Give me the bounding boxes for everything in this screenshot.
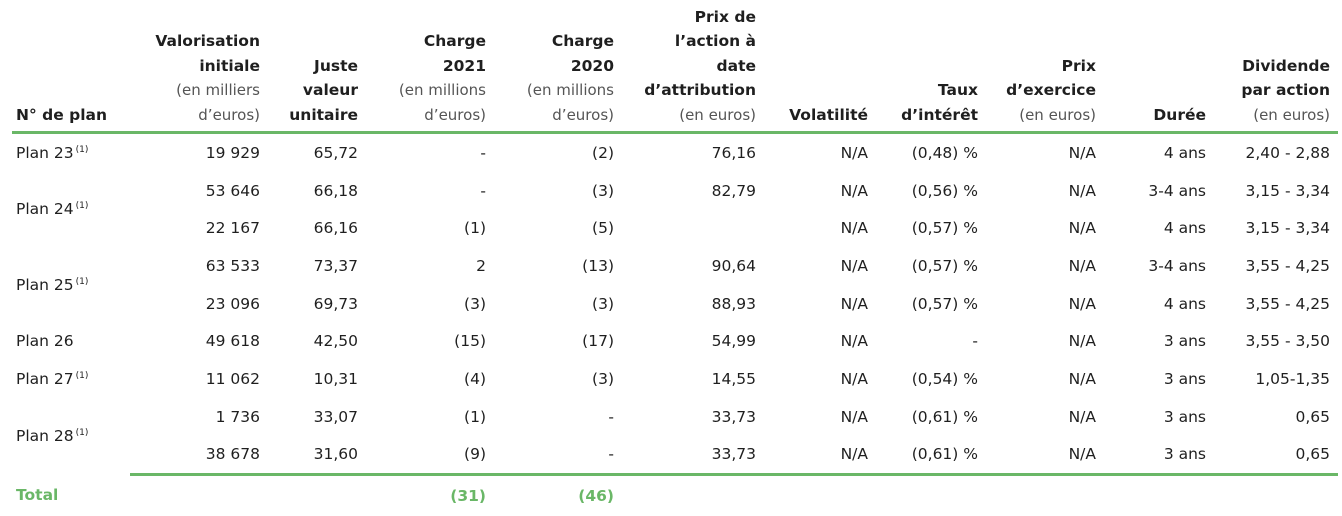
cell-taux: (0,57) % <box>911 219 978 238</box>
cell-charge-2021: - <box>480 181 486 200</box>
total-empty <box>622 475 764 516</box>
total-juste-valeur <box>268 475 366 516</box>
cell-charge-2021: (1) <box>464 407 486 426</box>
cell-volatilite: N/A <box>840 294 868 313</box>
cell-valorisation: 49 618 <box>205 332 260 351</box>
total-empty <box>876 475 986 516</box>
cell-duree: 3 ans <box>1163 407 1206 426</box>
footnote-mark: (1) <box>75 370 89 381</box>
cell-charge-2020: (3) <box>592 181 614 200</box>
cell-duree: 4 ans <box>1163 143 1206 162</box>
header-row <box>12 0 1338 133</box>
cell-prix-action: 82,79 <box>711 181 756 200</box>
footnote-mark: (1) <box>75 144 89 155</box>
cell-prix-action: 54,99 <box>711 332 756 351</box>
cell-juste-valeur: 69,73 <box>313 294 358 313</box>
cell-taux: - <box>972 332 978 351</box>
cell-volatilite: N/A <box>764 436 876 475</box>
table-row <box>12 398 1338 436</box>
cell-juste-valeur: 31,60 <box>268 436 366 475</box>
stock-plans-table <box>12 0 1338 516</box>
table-row <box>12 436 1338 475</box>
total-row <box>12 475 1338 516</box>
cell-charge-2020: (13) <box>582 256 614 275</box>
header-charge-2021: Charge 2021 (en millions d’euros) <box>366 0 494 133</box>
cell-taux: (0,61) % <box>876 436 986 475</box>
cell-dividende: 3,55 - 4,25 <box>1245 256 1330 275</box>
total-charge-2021: (31) <box>450 487 486 506</box>
cell-duree: 3 ans <box>1163 332 1206 351</box>
cell-taux: (0,57) % <box>911 256 978 275</box>
header-valorisation: Valorisation initiale (en milliers d’euros) <box>130 0 268 133</box>
cell-valorisation: 19 929 <box>205 143 260 162</box>
footnote-mark: (1) <box>75 276 89 287</box>
cell-valorisation: 23 096 <box>205 294 260 313</box>
header-dividende: Dividende par action (en euros) <box>1214 0 1338 133</box>
cell-dividende: 2,40 - 2,88 <box>1245 143 1330 162</box>
cell-duree: 3-4 ans <box>1148 181 1206 200</box>
cell-charge-2021: - <box>480 143 486 162</box>
header-plan: N° de plan <box>12 0 130 133</box>
cell-valorisation: 1 736 <box>215 407 260 426</box>
cell-prix-exercice: N/A <box>1068 407 1096 426</box>
total-empty <box>1104 475 1214 516</box>
cell-prix-exercice: N/A <box>1068 294 1096 313</box>
table-row <box>12 209 1338 247</box>
cell-valorisation: 11 062 <box>205 369 260 388</box>
cell-taux: (0,57) % <box>911 294 978 313</box>
cell-prix-exercice: N/A <box>1068 332 1096 351</box>
table-row <box>12 247 1338 285</box>
plan-name: Plan 27 $^{(1)}$ <box>16 369 89 388</box>
cell-juste-valeur: 65,72 <box>313 143 358 162</box>
table-row <box>12 172 1338 210</box>
cell-dividende: 0,65 <box>1295 407 1330 426</box>
cell-prix-action: 14,55 <box>711 369 756 388</box>
plan-name: Plan 24 $^{(1)}$ <box>16 200 89 219</box>
plan-name: Plan 23 $^{(1)}$ <box>16 143 89 162</box>
cell-prix-action: 90,64 <box>711 256 756 275</box>
cell-prix-exercice: N/A <box>986 436 1104 475</box>
cell-duree: 4 ans <box>1163 294 1206 313</box>
cell-charge-2021: (15) <box>454 332 486 351</box>
cell-prix-exercice: N/A <box>1068 369 1096 388</box>
header-duree: Durée <box>1104 0 1214 133</box>
cell-prix-exercice: N/A <box>1068 181 1096 200</box>
cell-charge-2020: (5) <box>592 219 614 238</box>
cell-charge-2021: (3) <box>464 294 486 313</box>
header-taux: Taux d’intérêt <box>876 0 986 133</box>
cell-volatilite: N/A <box>840 181 868 200</box>
cell-volatilite: N/A <box>840 219 868 238</box>
cell-juste-valeur: 33,07 <box>313 407 358 426</box>
cell-dividende: 1,05-1,35 <box>1255 369 1330 388</box>
cell-duree: 4 ans <box>1163 219 1206 238</box>
cell-prix-exercice: N/A <box>1068 143 1096 162</box>
cell-prix-action: 33,73 <box>622 436 764 475</box>
cell-volatilite: N/A <box>840 369 868 388</box>
total-label: Total <box>16 486 59 505</box>
cell-juste-valeur: 10,31 <box>313 369 358 388</box>
cell-charge-2020: (2) <box>592 143 614 162</box>
total-valorisation <box>130 475 268 516</box>
header-prix-exercice: Prix d’exercice (en euros) <box>986 0 1104 133</box>
cell-juste-valeur: 73,37 <box>313 256 358 275</box>
cell-duree: 3 ans <box>1163 369 1206 388</box>
footnote-mark: (1) <box>75 428 89 439</box>
cell-dividende: 3,55 - 4,25 <box>1245 294 1330 313</box>
total-charge-2020: (46) <box>578 487 614 506</box>
cell-charge-2020: - <box>608 407 614 426</box>
cell-prix-action: 33,73 <box>711 407 756 426</box>
plan-name: Plan 28 $^{(1)}$ <box>16 427 89 446</box>
plan-name: Plan 25 $^{(1)}$ <box>16 275 89 294</box>
cell-duree: 3 ans <box>1104 436 1214 475</box>
cell-prix-action: 76,16 <box>711 143 756 162</box>
header-volatilite: Volatilité <box>764 0 876 133</box>
cell-prix-exercice: N/A <box>1068 219 1096 238</box>
cell-dividende: 3,15 - 3,34 <box>1245 219 1330 238</box>
cell-juste-valeur: 42,50 <box>313 332 358 351</box>
cell-valorisation: 22 167 <box>205 219 260 238</box>
cell-taux: (0,56) % <box>911 181 978 200</box>
cell-charge-2020: (3) <box>592 294 614 313</box>
plan-name: Plan 26 <box>16 332 74 351</box>
cell-prix-action <box>622 209 764 247</box>
cell-valorisation: 53 646 <box>205 181 260 200</box>
cell-volatilite: N/A <box>840 332 868 351</box>
cell-volatilite: N/A <box>840 143 868 162</box>
cell-volatilite: N/A <box>840 256 868 275</box>
cell-taux: (0,61) % <box>911 407 978 426</box>
total-empty <box>986 475 1104 516</box>
cell-charge-2021: 2 <box>476 256 486 275</box>
cell-taux: (0,54) % <box>911 369 978 388</box>
total-empty <box>1214 475 1338 516</box>
cell-charge-2020: (17) <box>582 332 614 351</box>
cell-dividende: 0,65 <box>1214 436 1338 475</box>
footnote-mark: (1) <box>75 201 89 212</box>
cell-juste-valeur: 66,18 <box>313 181 358 200</box>
table-row <box>12 285 1338 323</box>
cell-juste-valeur: 66,16 <box>313 219 358 238</box>
total-empty <box>764 475 876 516</box>
table-row <box>12 360 1338 398</box>
cell-charge-2021: (9) <box>366 436 494 475</box>
cell-charge-2020: - <box>494 436 622 475</box>
cell-charge-2021: (1) <box>464 219 486 238</box>
table-row <box>12 133 1338 172</box>
cell-dividende: 3,15 - 3,34 <box>1245 181 1330 200</box>
header-charge-2020: Charge 2020 (en millions d’euros) <box>494 0 622 133</box>
cell-prix-exercice: N/A <box>1068 256 1096 275</box>
cell-prix-action: 88,93 <box>711 294 756 313</box>
header-prix-action: Prix de l’action à date d’attribution (en euros) <box>622 0 764 133</box>
table-row <box>12 322 1338 360</box>
cell-duree: 3-4 ans <box>1148 256 1206 275</box>
header-juste-valeur: Juste valeur unitaire <box>268 0 366 133</box>
cell-volatilite: N/A <box>840 407 868 426</box>
cell-charge-2021: (4) <box>464 369 486 388</box>
cell-valorisation: 63 533 <box>205 256 260 275</box>
cell-taux: (0,48) % <box>911 143 978 162</box>
cell-dividende: 3,55 - 3,50 <box>1245 332 1330 351</box>
cell-valorisation: 38 678 <box>130 436 268 475</box>
cell-charge-2020: (3) <box>592 369 614 388</box>
